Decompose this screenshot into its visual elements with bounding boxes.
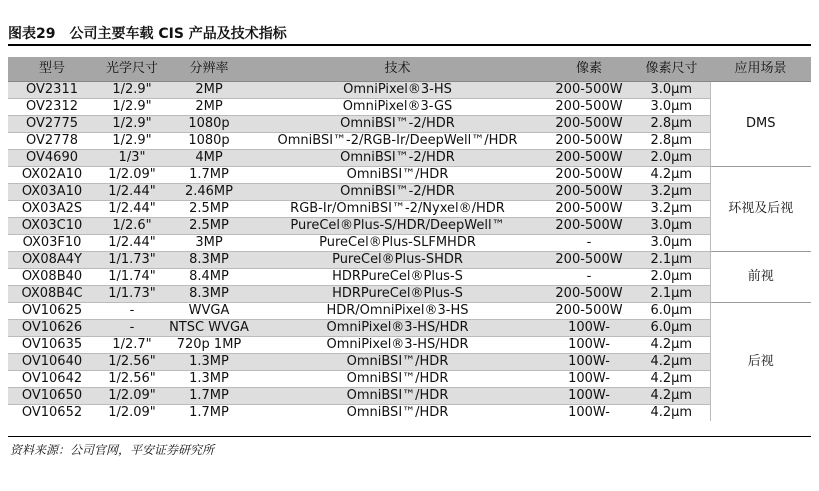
cell-model: OV10640 <box>8 354 96 371</box>
cell-model: OV4690 <box>8 150 96 167</box>
cell-pixel-size: 4.2μm <box>633 337 710 354</box>
cell-model: OV10625 <box>8 303 96 320</box>
cell-pixels: 100W- <box>545 388 633 405</box>
cell-pixels: 200-500W <box>545 252 633 269</box>
table-row <box>8 388 811 405</box>
cell-optical-size: 1/1.73" <box>96 252 168 269</box>
cell-pixel-size: 2.0μm <box>633 269 710 286</box>
cell-pixels: 200-500W <box>545 286 633 303</box>
table-header-row <box>8 57 811 82</box>
cell-pixels: 200-500W <box>545 116 633 133</box>
cell-resolution: 720p 1MP <box>168 337 250 354</box>
cell-resolution: 1.7MP <box>168 405 250 422</box>
cell-pixels: - <box>545 235 633 252</box>
cell-resolution: NTSC WVGA <box>169 320 249 335</box>
cell-pixel-size: 2.8μm <box>633 116 710 133</box>
cell-optical-size: - <box>96 303 168 320</box>
cell-model: OV2311 <box>8 82 96 99</box>
cell-model: OX08B4C <box>8 286 96 303</box>
cell-pixel-size: 4.2μm <box>633 388 710 405</box>
cell-resolution: 1.3MP <box>168 371 250 388</box>
cell-pixels: 200-500W <box>545 184 633 201</box>
cell-resolution: 4MP <box>168 150 250 167</box>
table-row <box>8 167 811 184</box>
cell-pixel-size: 2.1μm <box>633 252 710 269</box>
cell-model: OV2775 <box>8 116 96 133</box>
cell-pixels: 200-500W <box>545 99 633 116</box>
cell-resolution: 2.5MP <box>168 218 250 235</box>
header-application: 应用场景 <box>710 57 811 82</box>
cell-pixels: 200-500W <box>545 303 633 320</box>
cell-resolution: 8.4MP <box>168 269 250 286</box>
cell-resolution: 1.3MP <box>168 354 250 371</box>
cell-technology: OmniBSI™/HDR <box>250 371 545 388</box>
cell-resolution: 3MP <box>168 235 250 252</box>
cell-pixel-size: 3.2μm <box>633 184 710 201</box>
cell-pixel-size: 3.0μm <box>633 235 710 252</box>
cell-pixels: - <box>545 269 633 286</box>
table-row <box>8 201 811 218</box>
cell-model: OV10652 <box>8 405 96 422</box>
cell-resolution: 2.5MP <box>168 201 250 218</box>
table-row <box>8 354 811 371</box>
cell-optical-size: 1/2.7" <box>96 337 168 354</box>
cell-pixel-size: 4.2μm <box>633 354 710 371</box>
cell-model: OV10650 <box>8 388 96 405</box>
cell-optical-size: 1/2.09" <box>96 388 168 405</box>
cell-pixels: 200-500W <box>545 82 633 99</box>
cell-technology: OmniBSI™/HDR <box>250 388 545 405</box>
cell-technology: OmniPixel®3-HS/HDR <box>250 320 545 337</box>
cell-pixel-size: 6.0μm <box>633 320 710 337</box>
cell-pixels: 200-500W <box>545 150 633 167</box>
cell-optical-size: 1/2.9" <box>96 82 168 99</box>
cell-optical-size: 1/2.44" <box>96 201 168 218</box>
cell-optical-size: 1/3" <box>96 150 168 167</box>
cell-resolution: 2MP <box>168 82 250 99</box>
cell-model: OV10642 <box>8 371 96 388</box>
spec-table <box>8 57 811 421</box>
cell-optical-size: 1/2.6" <box>96 218 168 235</box>
cell-technology: OmniPixel®3-HS <box>250 82 545 99</box>
table-row <box>8 337 811 354</box>
cell-resolution: 8.3MP <box>168 286 250 303</box>
cell-model: OX08B40 <box>8 269 96 286</box>
table-row <box>8 116 811 133</box>
cell-optical-size: - <box>96 320 168 337</box>
cell-application-scene: DMS <box>710 82 811 167</box>
cell-application-scene: 前视 <box>710 252 811 303</box>
cell-pixel-size: 3.0μm <box>633 82 710 99</box>
cell-model: OX03A10 <box>8 184 96 201</box>
cell-application-scene: 后视 <box>710 303 811 422</box>
cell-optical-size: 1/2.9" <box>96 99 168 116</box>
cell-resolution: WVGA <box>168 303 250 320</box>
cell-technology: PureCel®Plus-SLFMHDR <box>250 235 545 252</box>
cell-technology: HDRPureCel®Plus-S <box>250 269 545 286</box>
cell-technology: OmniPixel®3-GS <box>250 99 545 116</box>
table-row <box>8 269 811 286</box>
cell-technology: RGB-Ir/OmniBSI™-2/Nyxel®/HDR <box>250 201 545 218</box>
cell-pixel-size: 3.0μm <box>633 99 710 116</box>
cell-pixel-size: 6.0μm <box>633 303 710 320</box>
cell-pixels: 100W- <box>545 354 633 371</box>
cell-technology: OmniBSI™-2/RGB-Ir/DeepWell™/HDR <box>250 133 545 150</box>
cell-technology: OmniBSI™-2/HDR <box>250 184 545 201</box>
cell-model: OV10626 <box>8 320 96 337</box>
table-row <box>8 150 811 167</box>
cell-pixel-size: 2.1μm <box>633 286 710 303</box>
cell-technology: OmniBSI™/HDR <box>250 354 545 371</box>
cell-pixel-size: 4.2μm <box>633 167 710 184</box>
cell-technology: PureCel®Plus-S/HDR/DeepWell™ <box>250 218 545 235</box>
cell-pixels: 100W- <box>545 337 633 354</box>
cell-optical-size: 1/2.44" <box>96 235 168 252</box>
table-row <box>8 286 811 303</box>
table-row <box>8 405 811 422</box>
cell-pixels: 100W- <box>545 371 633 388</box>
cell-model: OX03F10 <box>8 235 96 252</box>
table-row <box>8 99 811 116</box>
cell-technology: HDRPureCel®Plus-S <box>250 286 545 303</box>
cell-technology: OmniBSI™/HDR <box>250 405 545 422</box>
figure-title-text: 公司主要车载 CIS 产品及技术指标 <box>69 26 287 42</box>
source-note: 资料来源：公司官网，平安证券研究所 <box>10 443 215 457</box>
cell-resolution: 1080p <box>168 133 250 150</box>
cell-pixel-size: 4.2μm <box>633 405 710 422</box>
cell-model: OX08A4Y <box>8 252 96 269</box>
table-row <box>8 235 811 252</box>
cell-application-scene: 环视及后视 <box>710 167 811 252</box>
header-resolution: 分辨率 <box>168 57 250 82</box>
cell-model: OV2778 <box>8 133 96 150</box>
cell-resolution: 1.7MP <box>168 167 250 184</box>
cell-pixel-size: 3.2μm <box>633 201 710 218</box>
table-row <box>8 371 811 388</box>
cell-pixels: 200-500W <box>545 167 633 184</box>
cell-pixel-size: 2.8μm <box>633 133 710 150</box>
table-row <box>8 218 811 235</box>
cell-optical-size: 1/2.56" <box>96 371 168 388</box>
table-body <box>8 82 811 422</box>
figure-number: 图表29 <box>8 26 56 42</box>
cell-resolution: 2.46MP <box>168 184 250 201</box>
cell-pixels: 100W- <box>545 320 633 337</box>
cell-model: OX03C10 <box>8 218 96 235</box>
cell-resolution: 2MP <box>168 99 250 116</box>
cell-model: OX03A2S <box>8 201 96 218</box>
cell-model: OV2312 <box>8 99 96 116</box>
cell-resolution: 8.3MP <box>168 252 250 269</box>
cell-pixels: 200-500W <box>545 133 633 150</box>
cell-resolution: 1080p <box>168 116 250 133</box>
cell-optical-size: 1/2.09" <box>96 405 168 422</box>
cell-optical-size: 1/2.9" <box>96 116 168 133</box>
cell-technology: OmniBSI™-2/HDR <box>250 116 545 133</box>
figure-title-bar <box>8 24 811 46</box>
cell-model: OX02A10 <box>8 167 96 184</box>
table-row <box>8 184 811 201</box>
cell-pixels: 100W- <box>545 405 633 422</box>
table-row <box>8 252 811 269</box>
table-row <box>8 82 811 99</box>
table-row <box>8 303 811 320</box>
cell-technology: HDR/OmniPixel®3-HS <box>250 303 545 320</box>
cell-technology: OmniBSI™/HDR <box>250 167 545 184</box>
cell-model: OV10635 <box>8 337 96 354</box>
header-optical-size: 光学尺寸 <box>96 57 168 82</box>
cell-pixels: 200-500W <box>545 218 633 235</box>
footer-rule <box>8 436 811 437</box>
cell-technology: OmniBSI™-2/HDR <box>250 150 545 167</box>
header-model: 型号 <box>8 57 96 82</box>
cell-pixel-size: 3.0μm <box>633 218 710 235</box>
cell-pixels: 200-500W <box>545 201 633 218</box>
cell-optical-size: 1/2.56" <box>96 354 168 371</box>
table-row <box>8 133 811 150</box>
figure-title <box>8 24 811 44</box>
cell-optical-size: 1/2.09" <box>96 167 168 184</box>
header-pixels: 像素 <box>545 57 633 82</box>
cell-resolution: 1.7MP <box>168 388 250 405</box>
cell-technology: OmniPixel®3-HS/HDR <box>250 337 545 354</box>
cell-optical-size: 1/1.73" <box>96 286 168 303</box>
cell-optical-size: 1/2.44" <box>96 184 168 201</box>
header-technology: 技术 <box>250 57 545 82</box>
cell-technology: PureCel®Plus-SHDR <box>250 252 545 269</box>
cell-pixel-size: 4.2μm <box>633 371 710 388</box>
cell-optical-size: 1/2.9" <box>96 133 168 150</box>
header-pixel-size: 像素尺寸 <box>633 57 710 82</box>
table-row <box>8 320 811 337</box>
cell-optical-size: 1/1.74" <box>96 269 168 286</box>
cell-pixel-size: 2.0μm <box>633 150 710 167</box>
